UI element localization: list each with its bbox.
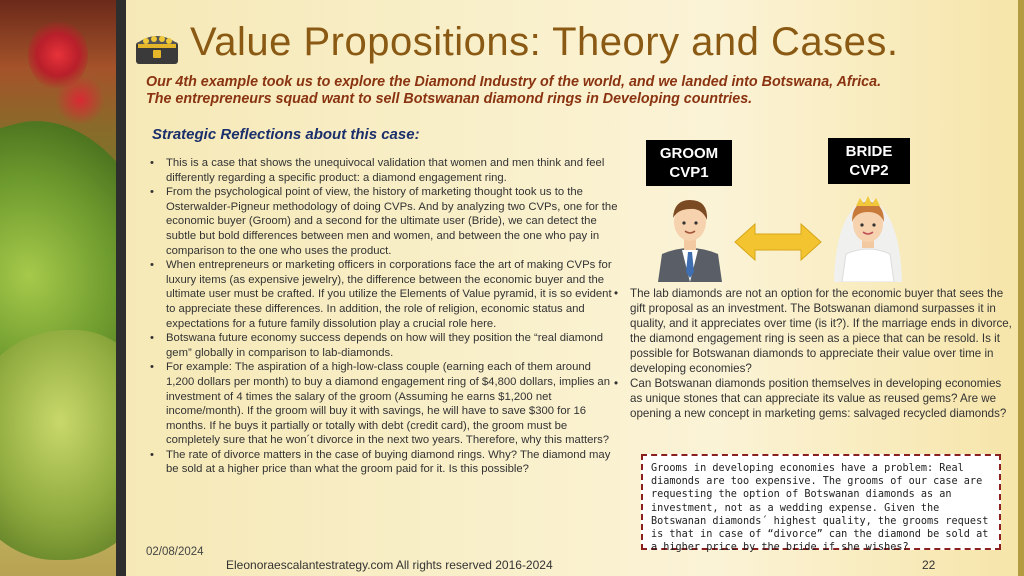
page-number: 22 [922, 558, 936, 572]
bride-icon [828, 190, 908, 282]
slide-date: 02/08/2024 [146, 546, 204, 558]
slide-title: Value Propositions: Theory and Cases. [190, 20, 899, 64]
list-item: • For example: The aspiration of a high-low-class couple (earning each of them around 1,200 dollars per month) to buy a diamond engagement ring of $4,800 dollars, implies an investment of 4 times the salary of the groom (Assuming he earns $1,200 net income/month). If the groom will buy it with savings, he will have to save $300 for 16 months. If he buys it partially or totally with debt (credit card), the groom must be completely sure that he won´t divorce in the next two years. Therefore, why this matters? [148, 360, 618, 448]
note-box: Grooms in developing economies have a problem: Real diamonds are too expensive. The grooms of our case are requesting the option of Botswanan diamonds as an investment, not as a wedding expense. Given the Botswanan diamonds´ highest quality, the grooms request is that in case of “divorce” can the diamond be sold at a higher price by the bride if she wishes? [641, 454, 1001, 550]
right-bullet-list [612, 286, 1012, 421]
list-item: • This is a case that shows the unequivocal validation that women and men think and feel differently regarding a specific product: a diamond engagement ring. [148, 156, 618, 185]
groom-icon [650, 192, 730, 282]
slide-footer: Eleonoraescalantestrategy.com All rights reserved 2016-2024 [226, 558, 553, 572]
right-border [1018, 0, 1024, 576]
list-item: • The lab diamonds are not an option for the economic buyer that sees the gift proposal as an investment. The Botswanan diamond surpasses it in quality, and it appreciates over time (is it?). If the marriage ends in divorce, the diamond engagement ring is seen as a piece that can be resold. Is it possible for Botswanan diamonds to appreciate their value over time in developing economies? [612, 286, 1012, 376]
left-bullet-list [148, 156, 618, 477]
groom-label: GROOM CVP1 [646, 140, 732, 186]
list-item: • Can Botswanan diamonds position themselves in developing economies as unique stones that can appreciate its value as reused gems? Are we opening a new concept in marketing gems: salvaged recycled diamonds? [612, 376, 1012, 421]
double-arrow-icon [733, 220, 823, 264]
list-item: • Botswana future economy success depends on how will they position the “real diamond gem” globally in comparison to lab-diamonds. [148, 331, 618, 360]
list-item: • From the psychological point of view, the history of marketing thought took us to the Osterwalder-Pigneur methodology of doing CVPs. And by analyzing two CVPs, one for the economic buyer (Groom) and a second for the ultimate user (Bride), we can detect the subtle but bold differences between men and women, and between the one who pay in comparison to the one who uses the product. [148, 185, 618, 258]
vertical-divider [116, 0, 126, 576]
bride-label: BRIDE CVP2 [828, 138, 910, 184]
treasure-chest-icon [134, 30, 180, 66]
list-item: • The rate of divorce matters in the case of buying diamond rings. Why? The diamond may be sold at a higher price than what the groom paid for it. Is this possible? [148, 448, 618, 477]
section-heading: Strategic Reflections about this case: [152, 126, 420, 143]
decorative-leaf-image [0, 0, 122, 576]
slide-subtitle: Our 4th example took us to explore the Diamond Industry of the world, and we landed into Botswana, Africa. The entrepreneurs squad want to sell Botswanan diamond rings in Developing countries. [146, 74, 882, 107]
list-item: • When entrepreneurs or marketing officers in corporations face the art of making CVPs for luxury items (as expensive jewelry), the difference between the economic buyer and the ultimate user must be crafted. If you utilize the Elements of Value pyramid, it is so evident to appreciate these differences. In addition, the role of religion, economic status and expectations for a future family dissolution play a crucial role here. [148, 258, 618, 331]
